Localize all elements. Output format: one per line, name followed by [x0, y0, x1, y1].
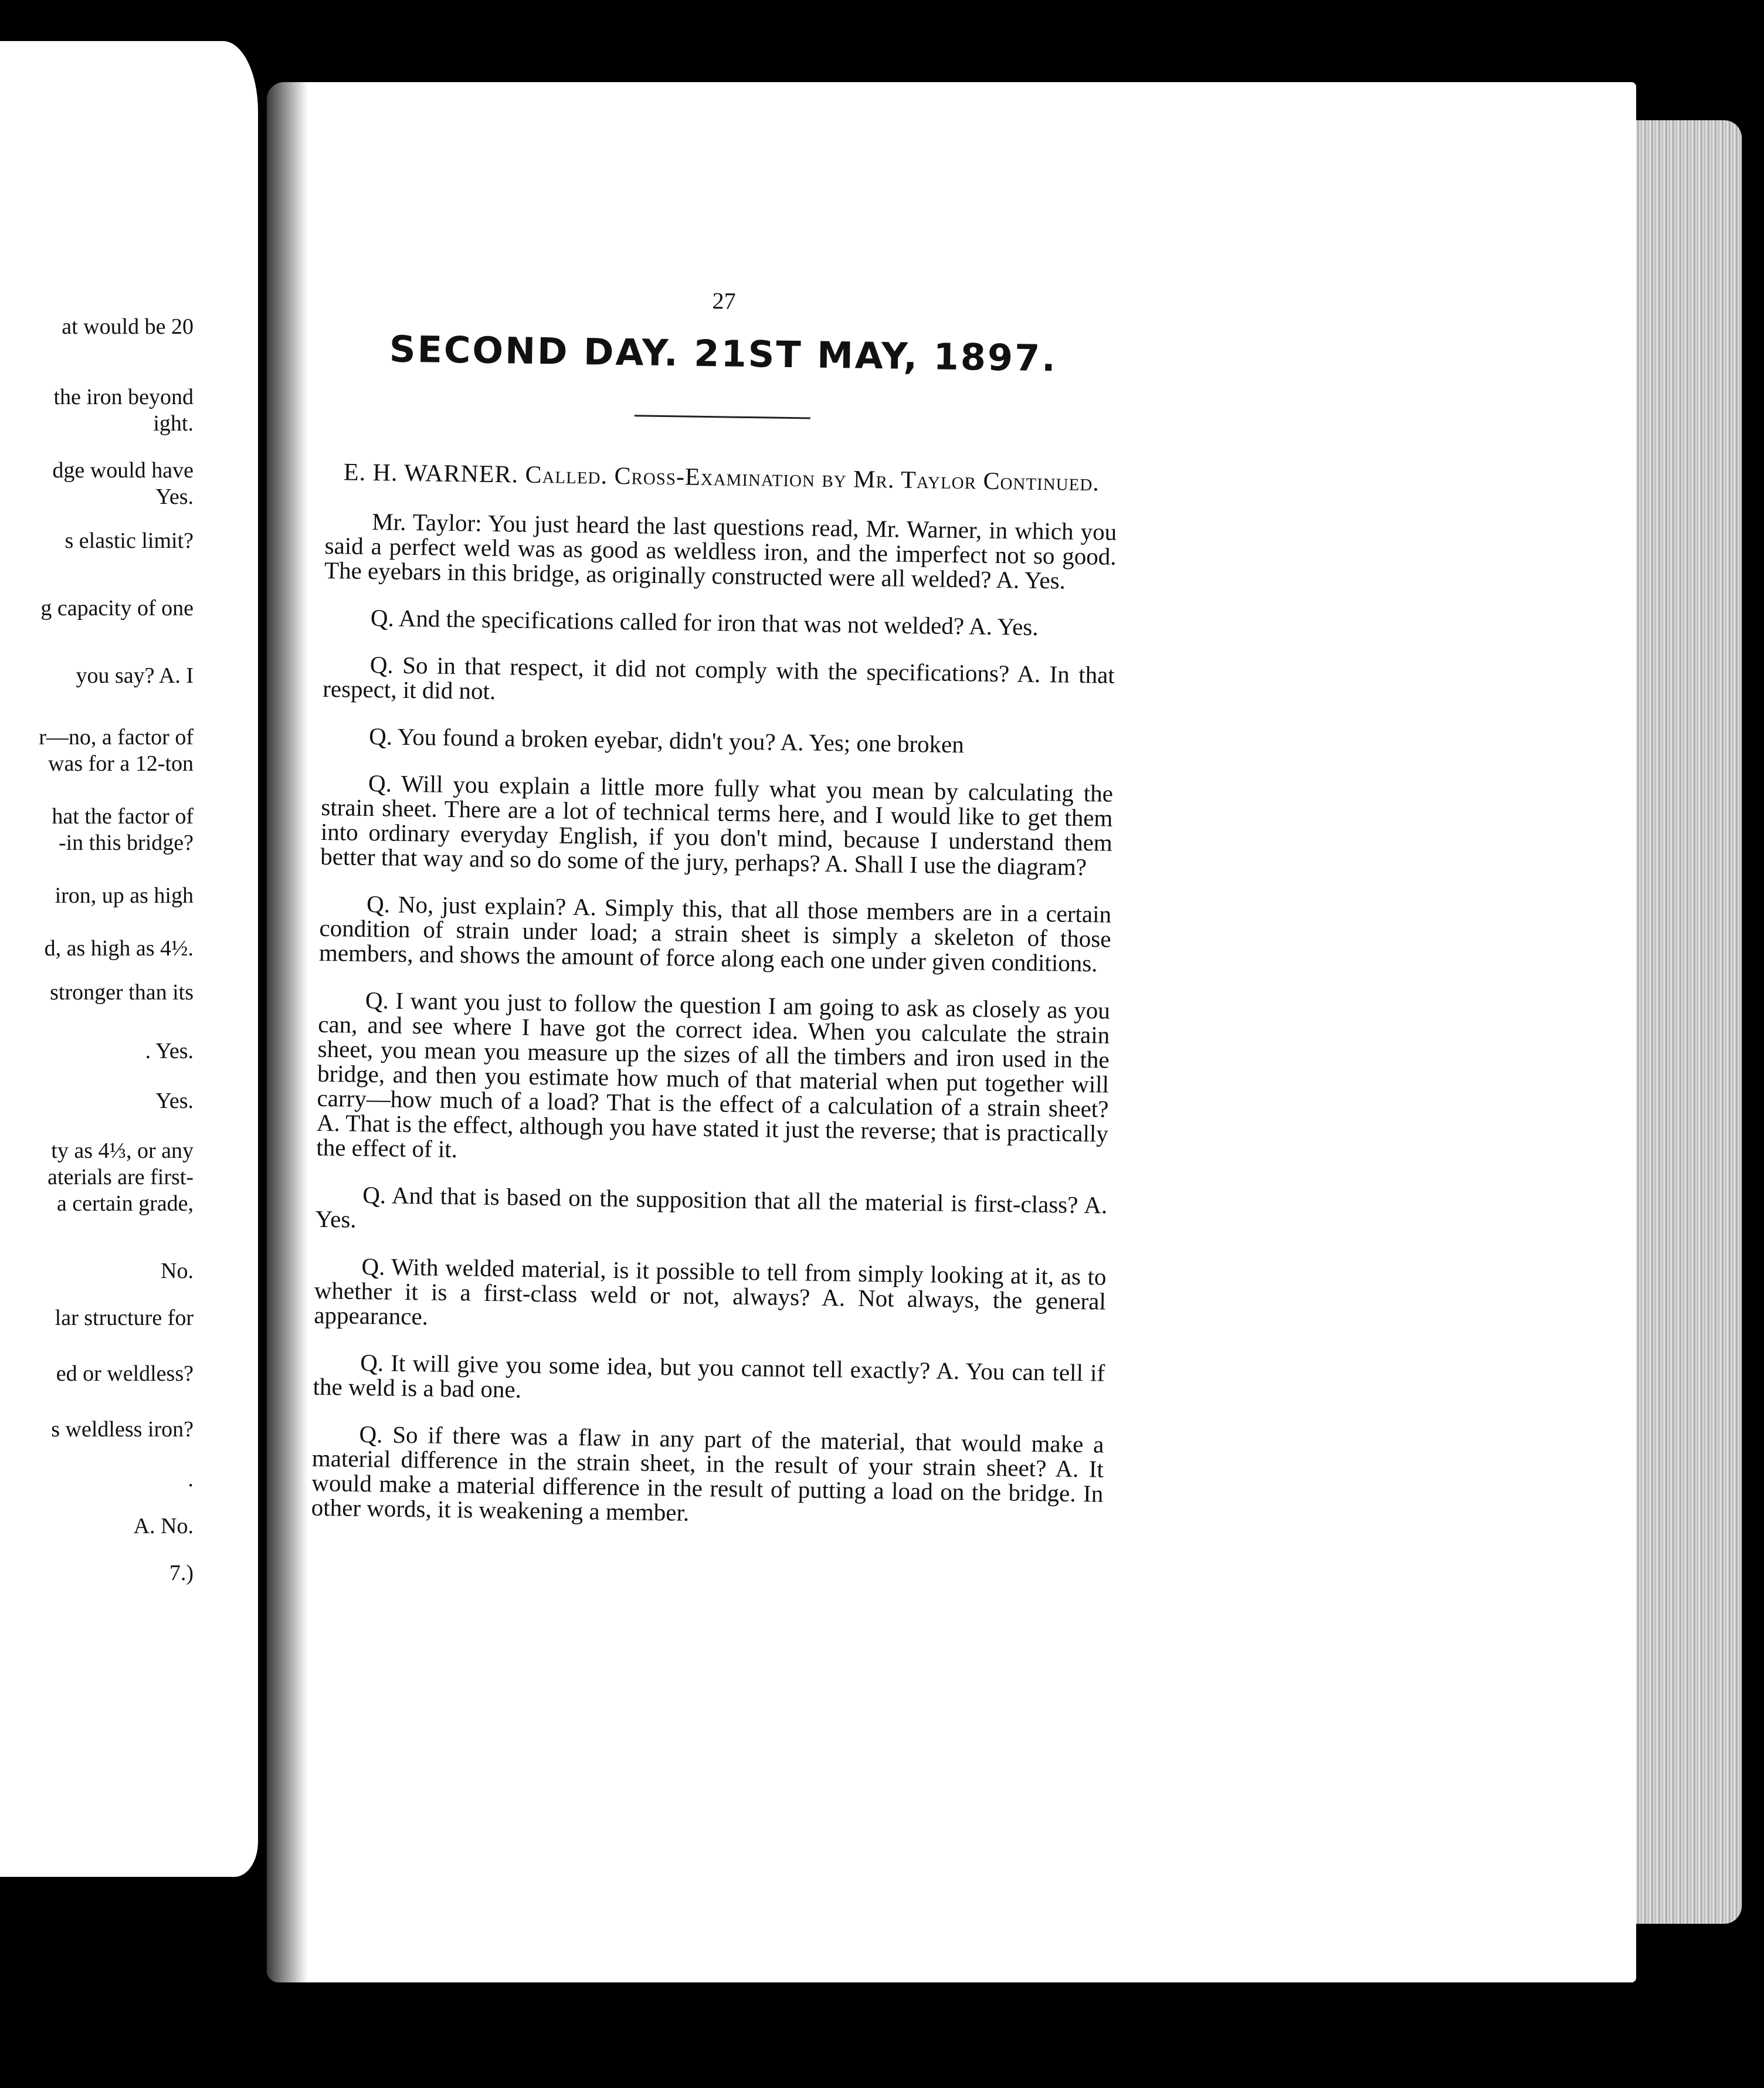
- left-page-line: lar structure for: [55, 1306, 194, 1330]
- left-page: [0, 41, 258, 1877]
- left-page-line: Yes.: [155, 1089, 194, 1113]
- testimony-paragraph: Q. Will you explain a little more fully what you mean by calculating the strain sheet. There are a lot of technical terms here, and I would like to get them into ordinary everyday English, if you don't mind, because I understand them better that way and so do some of the jury, perhaps? A. Shall I use the diagram?: [320, 770, 1114, 881]
- witness-heading: [325, 459, 1117, 496]
- testimony-paragraph: Q. And the specifications called for iron that was not welded? A. Yes.: [370, 604, 1039, 640]
- left-page-line: stronger than its: [50, 980, 194, 1005]
- page-title: SECOND DAY. 21ST MAY, 1897.: [389, 327, 1058, 380]
- left-page-line: iron, up as high: [55, 883, 194, 908]
- left-page-line: g capacity of one: [40, 596, 194, 621]
- gutter-shadow: [267, 82, 308, 1982]
- testimony-paragraph: Q. So if there was a flaw in any part of the material, that would make a material difference in the strain sheet, in the result of your strain sheet? A. It would make a material difference in the result of putting a load on the bridge. In other words, it is weakening a member.: [311, 1420, 1104, 1526]
- left-page-line: the iron beyond: [53, 385, 194, 409]
- left-page-line: A. No.: [133, 1514, 194, 1538]
- testimony-paragraph: Q. You found a broken eyebar, didn't you? A. Yes; one broken: [368, 723, 965, 758]
- testimony-paragraph: Q. It will give you some idea, but you cannot tell exactly? A. You can tell if the weld is a bad one.: [313, 1348, 1105, 1403]
- left-page-line: r—no, a factor of: [39, 725, 194, 750]
- witness-name: E. H. WARNER.: [343, 459, 519, 489]
- testimony-paragraph: Q. No, just explain? A. Simply this, that all those members are in a certain condition of strain under load; a strain sheet is simply a skeleton of those members, and shows the amount of force along each one under given conditions.: [318, 890, 1112, 977]
- examination-heading: Called. Cross-Examination by Mr. Taylor Continued.: [525, 461, 1100, 497]
- testimony-paragraph: Q. With welded material, is it possible to tell from simply looking at it, as to whether it is a first-class weld or not, always? A. Not always, the general appearance.: [314, 1252, 1107, 1330]
- left-page-line: ed or weldless?: [56, 1361, 194, 1386]
- left-page-line: s elastic limit?: [65, 528, 194, 553]
- left-page-line: . Yes.: [145, 1039, 194, 1063]
- testimony-paragraph: Q. And that is based on the supposition that all the material is first-class? A. Yes.: [315, 1181, 1108, 1233]
- left-page-line: .: [188, 1467, 194, 1492]
- left-page-line: was for a 12-ton: [48, 751, 194, 776]
- left-page-line: s weldless iron?: [51, 1417, 194, 1442]
- testimony-paragraph: Mr. Taylor: You just heard the last questions read, Mr. Warner, in which you said a perfect weld was as good as weldless iron, and the imperfect not so good. The eyebars in this bridge, as originally constructed were all welded? A. Yes.: [324, 508, 1117, 594]
- left-page-line: d, as high as 4½.: [44, 936, 194, 961]
- left-page-line: you say? A. I: [76, 663, 194, 688]
- divider: [635, 415, 810, 419]
- left-page-line: ty as 4⅓, or any: [51, 1138, 194, 1163]
- testimony-paragraph: Q. So in that respect, it did not comply with the specifications? A. In that respect, it did not.: [322, 651, 1115, 705]
- left-page-line: hat the factor of: [52, 804, 194, 829]
- left-page-line: No.: [161, 1259, 194, 1283]
- testimony-paragraph: Q. I want you just to follow the question I am going to ask as closely as you can, and see where I have got the correct idea. When you calculate the strain sheet, you mean you measure up the sizes of all the timbers and iron used in the bridge, and then you estimate how much of that material when put together will carry—how much of a load? That is the effect of a calculation of a strain sheet? A. That is the effect, although you have stated it just the reverse; that is practically the effect of it.: [316, 986, 1111, 1163]
- left-page-line: Yes.: [155, 484, 194, 509]
- page-number: 27: [712, 287, 736, 314]
- left-page-line: -in this bridge?: [58, 831, 194, 855]
- left-page-line: aterials are first-: [48, 1165, 194, 1189]
- left-page-line: a certain grade,: [56, 1191, 194, 1216]
- page-content: [311, 282, 1120, 1553]
- left-page-line: at would be 20: [62, 314, 194, 339]
- left-page-line: ight.: [153, 411, 194, 436]
- left-page-line: 7.): [169, 1561, 194, 1585]
- left-page-line: dge would have: [52, 458, 194, 483]
